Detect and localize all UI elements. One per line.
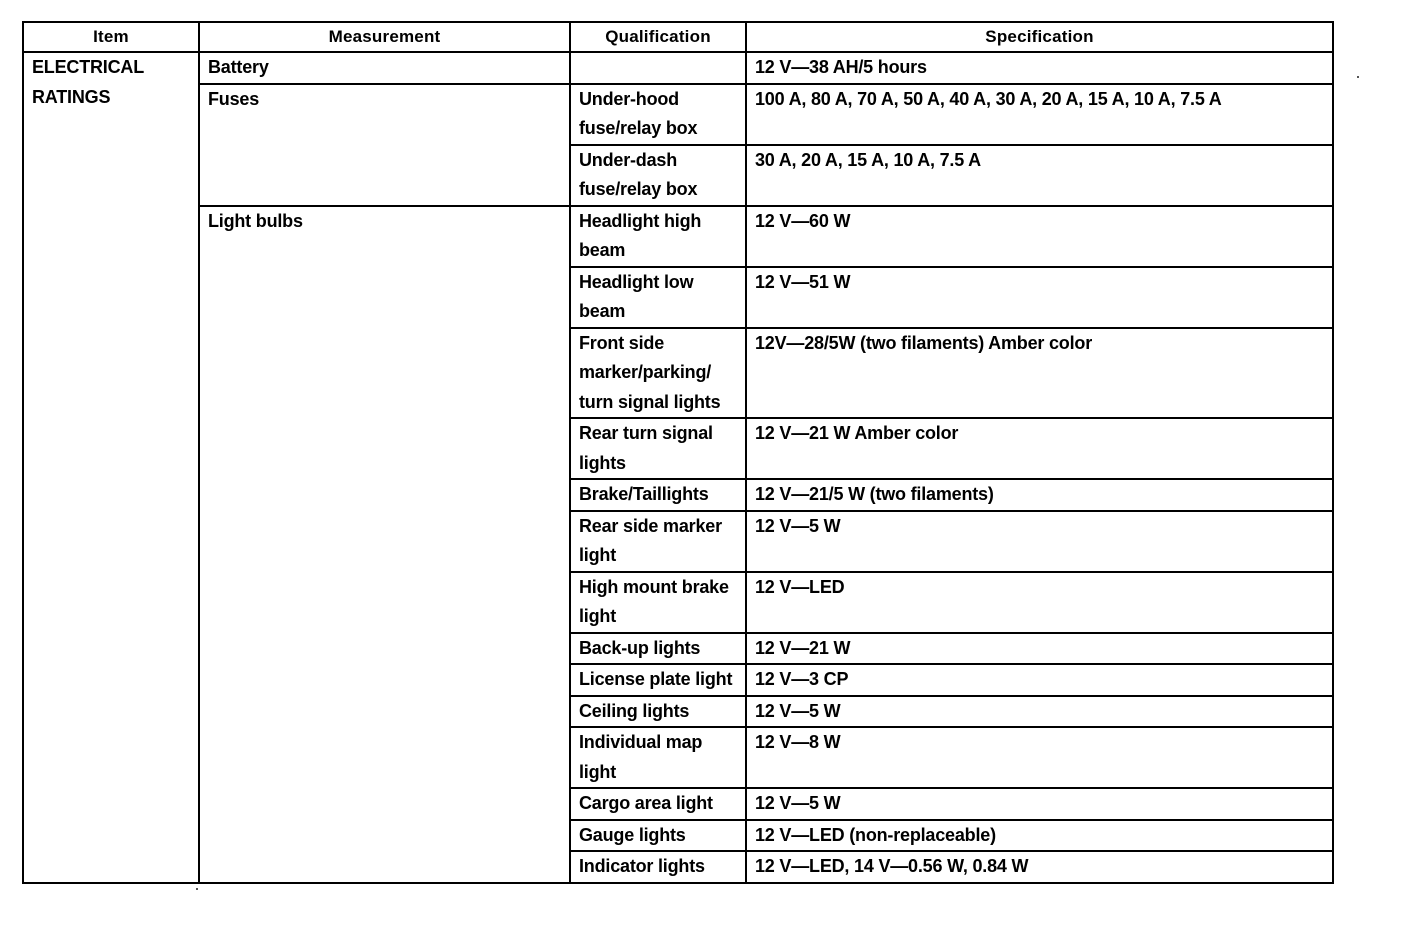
specification-cell: 12 V—8 W <box>746 727 1333 788</box>
electrical-ratings-table <box>22 21 1334 884</box>
measurement-light-bulbs: Light bulbs <box>199 206 570 883</box>
specification-cell: 12 V—51 W <box>746 267 1333 328</box>
specification-cell: 100 A, 80 A, 70 A, 50 A, 40 A, 30 A, 20 A, 15 A, 10 A, 7.5 A <box>746 84 1333 145</box>
measurement-fuses: Fuses <box>199 84 570 206</box>
specification-cell: 12 V—LED (non-replaceable) <box>746 820 1333 852</box>
table-row <box>23 84 1333 145</box>
table-row <box>23 206 1333 267</box>
specification-cell: 12 V—3 CP <box>746 664 1333 696</box>
specification-cell: 12 V—5 W <box>746 696 1333 728</box>
qualification-cell: Headlight high beam <box>570 206 746 267</box>
qualification-cell: Under-dash fuse/relay box <box>570 145 746 206</box>
specification-cell: 12 V—21 W <box>746 633 1333 665</box>
qualification-cell: Ceiling lights <box>570 696 746 728</box>
header-row <box>23 22 1333 52</box>
qualification-cell <box>570 52 746 84</box>
specification-cell: 12 V—60 W <box>746 206 1333 267</box>
qualification-cell: Headlight low beam <box>570 267 746 328</box>
scan-speck <box>196 888 198 890</box>
qualification-cell: Indicator lights <box>570 851 746 883</box>
specification-cell: 12 V—21 W Amber color <box>746 418 1333 479</box>
qualification-cell: Gauge lights <box>570 820 746 852</box>
specification-cell: 12 V—5 W <box>746 511 1333 572</box>
header-item: Item <box>23 22 199 52</box>
qualification-cell: Back-up lights <box>570 633 746 665</box>
specification-cell: 30 A, 20 A, 15 A, 10 A, 7.5 A <box>746 145 1333 206</box>
specification-cell: 12 V—LED, 14 V—0.56 W, 0.84 W <box>746 851 1333 883</box>
qualification-cell: High mount brake light <box>570 572 746 633</box>
qualification-cell: Under-hood fuse/relay box <box>570 84 746 145</box>
header-specification: Specification <box>746 22 1333 52</box>
specification-cell: 12 V—21/5 W (two filaments) <box>746 479 1333 511</box>
qualification-cell: Front side marker/parking/ turn signal lights <box>570 328 746 419</box>
qualification-cell: Brake/Taillights <box>570 479 746 511</box>
header-qualification: Qualification <box>570 22 746 52</box>
specification-cell: 12 V—5 W <box>746 788 1333 820</box>
item-label-line1: ELECTRICAL <box>32 57 144 77</box>
specification-cell: 12V—28/5W (two filaments) Amber color <box>746 328 1333 419</box>
qualification-cell: Rear turn signal lights <box>570 418 746 479</box>
item-label-line2: RATINGS <box>32 86 111 107</box>
specification-cell: 12 V—38 AH/5 hours <box>746 52 1333 84</box>
qualification-cell: License plate light <box>570 664 746 696</box>
scan-speck <box>1357 76 1359 78</box>
qualification-cell: Individual map light <box>570 727 746 788</box>
qualification-cell: Cargo area light <box>570 788 746 820</box>
measurement-battery: Battery <box>199 52 570 84</box>
table-row <box>23 52 1333 84</box>
header-measurement: Measurement <box>199 22 570 52</box>
qualification-cell: Rear side marker light <box>570 511 746 572</box>
item-cell <box>23 52 199 883</box>
specification-cell: 12 V—LED <box>746 572 1333 633</box>
